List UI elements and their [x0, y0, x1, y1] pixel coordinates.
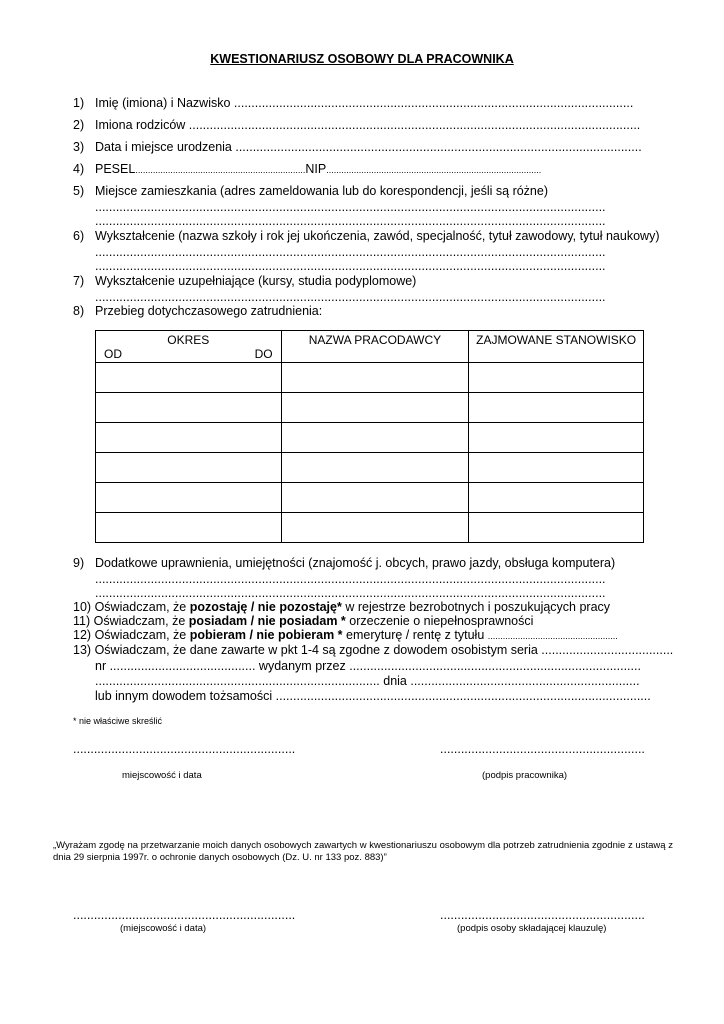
statement-text: orzeczenie o niepełnosprawności — [345, 614, 534, 628]
employee-signature-caption: (podpis pracownika) — [482, 770, 568, 781]
statement-options[interactable]: pozostaję / nie pozostaję* — [189, 600, 342, 614]
position-header: ZAJMOWANE STANOWISKO — [469, 331, 644, 363]
statement-number: 11) — [73, 614, 91, 628]
statement-pension[interactable] — [73, 628, 673, 644]
period-label: OKRES — [167, 333, 210, 347]
field-parents-names[interactable]: Imiona rodziców .................................................................................................................................. — [95, 118, 641, 132]
employee-signature-dots[interactable]: ........................................................... — [440, 742, 645, 756]
item-number: 5) — [73, 184, 85, 198]
statement-unemployment[interactable] — [73, 600, 673, 615]
field-extra-education-label: Wykształcenie uzupełniające (kursy, studia podyplomowe) — [95, 274, 417, 288]
table-cell[interactable] — [469, 483, 644, 513]
consent-place-date-dots[interactable]: ................................................................ — [73, 908, 296, 922]
pesel-dots[interactable]: .................................................................... — [135, 165, 306, 175]
employment-history-label: Przebieg dotychczasowego zatrudnienia: — [95, 304, 323, 318]
statement-text: emeryturę / rentę z tytułu — [342, 628, 488, 642]
statement-text: Oświadczam, że — [94, 600, 190, 614]
statement-text: Oświadczam, że — [93, 614, 189, 628]
field-address-label: Miejsce zamieszkania (adres zameldowania lub do korespondencji, jeśli są różne) — [95, 184, 548, 198]
id-number-line[interactable]: nr .......................................... wydanym przez .................................................................................... — [95, 659, 641, 673]
field-address-line[interactable]: ................................................................................................................................................... — [95, 200, 606, 214]
table-cell[interactable] — [281, 363, 469, 393]
statement-options[interactable]: pobieram / nie pobieram * — [189, 628, 343, 642]
employment-table-header — [96, 331, 644, 363]
statement-number: 10) — [73, 600, 92, 614]
employer-header: NAZWA PRACODAWCY — [281, 331, 469, 363]
employment-table — [95, 330, 644, 543]
table-row — [96, 363, 644, 393]
place-date-caption: miejscowość i data — [122, 770, 202, 781]
table-cell[interactable] — [96, 483, 282, 513]
statement-number: 12) — [73, 628, 92, 642]
statement-disability[interactable] — [73, 614, 673, 629]
consent-signature-caption: (podpis osoby składającej klauzulę) — [457, 923, 607, 934]
period-header — [96, 331, 282, 363]
table-cell[interactable] — [469, 513, 644, 543]
id-date-line[interactable]: .................................................................................. dnia .................................................................. — [95, 674, 640, 688]
consent-signature-dots[interactable]: ........................................................... — [440, 908, 645, 922]
table-row — [96, 423, 644, 453]
consent-place-date-caption: (miejscowość i data) — [120, 923, 207, 934]
footnote: * nie właściwe skreślić — [73, 716, 163, 726]
field-skills-line[interactable]: ................................................................................................................................................... — [95, 586, 606, 600]
table-cell[interactable] — [96, 363, 282, 393]
table-cell[interactable] — [469, 423, 644, 453]
field-extra-education-line[interactable]: ................................................................................................................................................... — [95, 290, 606, 304]
table-row — [96, 483, 644, 513]
statement-number: 13) — [73, 643, 92, 657]
form-title: KWESTIONARIUSZ OSOBOWY DLA PRACOWNIKA — [210, 52, 514, 66]
item-number: 2) — [73, 118, 85, 132]
table-cell[interactable] — [469, 393, 644, 423]
other-id-line[interactable]: lub innym dowodem tożsamości ............................................................................................................ — [95, 689, 651, 703]
table-row — [96, 513, 644, 543]
table-cell[interactable] — [96, 513, 282, 543]
field-address-line[interactable]: ................................................................................................................................................... — [95, 214, 606, 228]
table-cell[interactable] — [281, 453, 469, 483]
field-skills-line[interactable]: ................................................................................................................................................... — [95, 572, 606, 586]
field-education-label: Wykształcenie (nazwa szkoły i rok jej ukończenia, zawód, specjalność, tytuł zawodowy, tytuł naukowy) — [95, 229, 660, 243]
field-name[interactable]: Imię (imiona) i Nazwisko ................................................................................................................... — [95, 96, 634, 110]
table-cell[interactable] — [469, 453, 644, 483]
item-number: 9) — [73, 556, 85, 570]
field-pesel-nip[interactable] — [95, 162, 671, 178]
statement-text: Oświadczam, że — [94, 628, 190, 642]
field-birth-date-place[interactable]: Data i miejsce urodzenia ..................................................................................................................... — [95, 140, 642, 154]
period-from-label: OD — [104, 347, 122, 361]
item-number: 7) — [73, 274, 85, 288]
statement-id-document[interactable] — [73, 643, 673, 658]
table-cell[interactable] — [469, 363, 644, 393]
period-to-label: DO — [254, 347, 273, 361]
table-cell[interactable] — [281, 393, 469, 423]
table-cell[interactable] — [96, 423, 282, 453]
field-education-line[interactable]: ................................................................................................................................................... — [95, 259, 606, 273]
nip-dots[interactable]: ...................................................................................... — [326, 165, 542, 175]
item-number: 4) — [73, 162, 85, 176]
table-row — [96, 453, 644, 483]
item-number: 3) — [73, 140, 85, 154]
table-cell[interactable] — [281, 423, 469, 453]
table-row — [96, 393, 644, 423]
table-cell[interactable] — [281, 513, 469, 543]
table-cell[interactable] — [281, 483, 469, 513]
pesel-label: PESEL — [95, 162, 136, 176]
place-date-dots[interactable]: ................................................................ — [73, 742, 296, 756]
field-education-line[interactable]: ................................................................................................................................................... — [95, 245, 606, 259]
statement-text: Oświadczam, że dane zawarte w pkt 1-4 są zgodne z dowodem osobistym seria ...................................... — [94, 643, 673, 657]
item-number: 6) — [73, 229, 85, 243]
item-number: 1) — [73, 96, 85, 110]
item-number: 8) — [73, 304, 85, 318]
nip-label: NIP — [305, 162, 327, 176]
table-cell[interactable] — [96, 453, 282, 483]
data-processing-consent: „Wyrażam zgodę na przetwarzanie moich danych osobowych zawartych w kwestionariuszu osobowym dla potrzeb zatrudnienia zgodnie z ustawą z dnia 29 sierpnia 1997r. o ochronie danych osobowych (Dz. U. nr 133 poz. 883)” — [53, 840, 673, 863]
field-skills-label: Dodatkowe uprawnienia, umiejętności (znajomość j. obcych, prawo jazdy, obsługa komputera) — [95, 556, 616, 570]
statement-options[interactable]: posiadam / nie posiadam * — [188, 614, 346, 628]
table-cell[interactable] — [96, 393, 282, 423]
pension-title-dots[interactable]: .................................................... — [487, 631, 618, 641]
statement-text: w rejestrze bezrobotnych i poszukujących pracy — [341, 600, 611, 614]
